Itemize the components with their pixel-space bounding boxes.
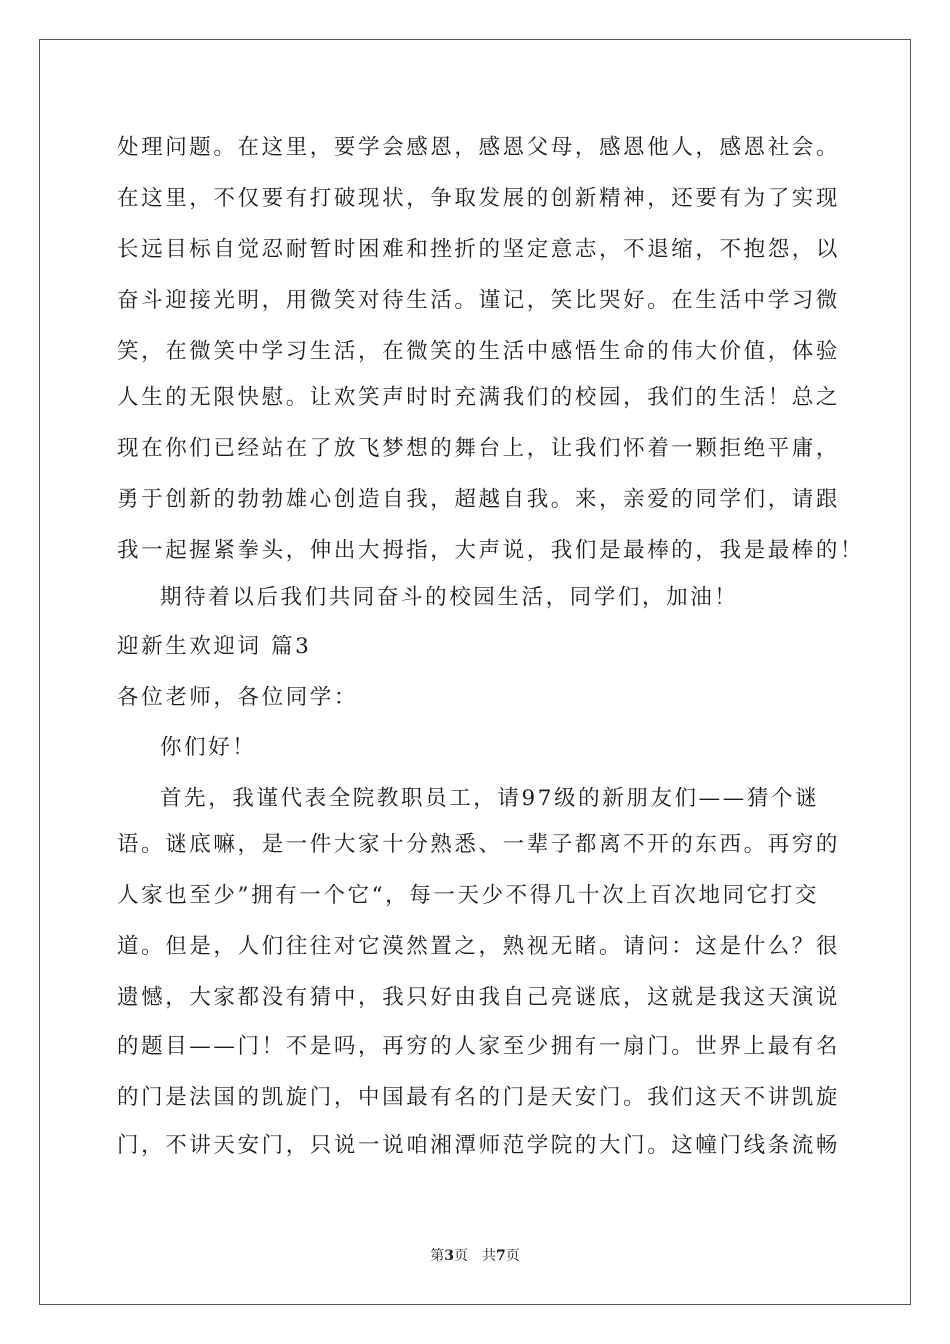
paragraph-line: 勇于创新的勃勃雄心创造自我，超越自我。来，亲爱的同学们，请跟 xyxy=(117,487,841,512)
paragraph-line: 处理问题。在这里，要学会感恩，感恩父母，感恩他人，感恩社会。 xyxy=(117,135,841,160)
paragraph-line: 奋斗迎接光明，用微笑对待生活。谨记，笑比哭好。在生活中学习微 xyxy=(117,288,841,313)
paragraph-line: 道。但是，人们往往对它漠然置之，熟视无睹。请问：这是什么？很 xyxy=(117,934,841,959)
paragraph-line: 遗憾，大家都没有猜中，我只好由我自己亮谜底，这就是我这天演说 xyxy=(117,985,841,1010)
paragraph-line: 现在你们已经站在了放飞梦想的舞台上，让我们怀着一颗拒绝平庸， xyxy=(117,436,841,461)
page-current: 3 xyxy=(444,1248,454,1264)
greeting: 你们好！ xyxy=(160,735,257,760)
paragraph-line: 期待着以后我们共同奋斗的校园生活，同学们，加油！ xyxy=(160,585,739,610)
page-footer xyxy=(0,1246,950,1266)
page-prefix: 第 xyxy=(430,1248,445,1264)
paragraph-line: 门，不讲天安门，只说一说咱湘潭师范学院的大门。这幢门线条流畅 xyxy=(117,1133,841,1158)
paragraph-line: 长远目标自觉忍耐暂时困难和挫折的坚定意志，不退缩，不抱怨，以 xyxy=(117,237,841,262)
paragraph-line: 我一起握紧拳头，伸出大拇指，大声说，我们是最棒的，我是最棒的！ xyxy=(117,538,865,563)
section-heading: 迎新生欢迎词 篇3 xyxy=(117,634,312,659)
page-suffix: 页 xyxy=(505,1248,520,1264)
page-total: 7 xyxy=(496,1248,506,1264)
salutation: 各位老师，各位同学： xyxy=(117,685,359,710)
paragraph-line: 语。谜底嘛，是一件大家十分熟悉、一辈子都离不开的东西。再穷的 xyxy=(117,832,841,857)
paragraph-line: 的门是法国的凯旋门，中国最有名的门是天安门。我们这天不讲凯旋 xyxy=(117,1085,841,1110)
paragraph-line: 人家也至少”拥有一个它“，每一天少不得几十次上百次地同它打交 xyxy=(117,883,819,908)
paragraph-line: 在这里，不仅要有打破现状，争取发展的创新精神，还要有为了实现 xyxy=(117,186,841,211)
page-border xyxy=(39,39,911,1305)
paragraph-line: 首先，我谨代表全院教职员工，请97级的新朋友们——猜个谜 xyxy=(160,786,820,811)
page-mid: 页 共 xyxy=(454,1248,496,1264)
paragraph-line: 的题目——门！不是吗，再穷的人家至少拥有一扇门。世界上最有名 xyxy=(117,1034,841,1059)
paragraph-line: 笑，在微笑中学习生活，在微笑的生活中感悟生命的伟大价值，体验 xyxy=(117,339,841,364)
paragraph-line: 人生的无限快慰。让欢笑声时时充满我们的校园，我们的生活！总之 xyxy=(117,385,841,410)
